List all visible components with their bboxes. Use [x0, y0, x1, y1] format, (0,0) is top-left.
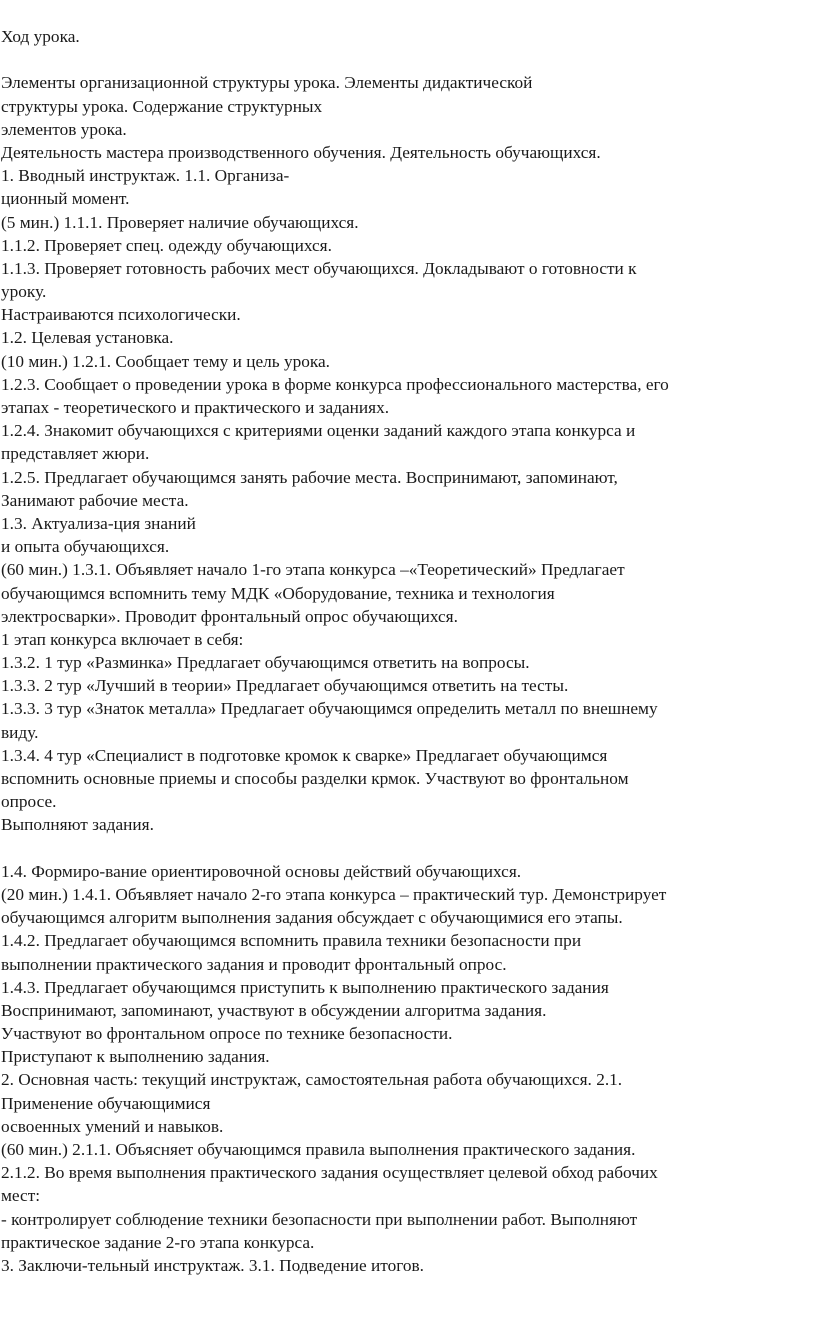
text-line: Участвуют во фронтальном опросе по технике безопасности.: [1, 1024, 453, 1044]
text-line: вспомнить основные приемы и способы разделки крмок. Участвуют во фронтальном: [1, 769, 629, 788]
text-line: (10 мин.) 1.2.1. Сообщает тему и цель урока.: [1, 351, 330, 371]
text-line: 1.3. Актуализа-ция знаний: [1, 513, 196, 533]
text-line: - контролирует соблюдение техники безопасности при выполнении работ. Выполняют: [1, 1209, 638, 1229]
blank-line: [1, 837, 813, 860]
text-line: обучающимся алгоритм выполнения задания обсуждает с обучающимися его этапы.: [1, 908, 623, 928]
text-line: 1.3.2. 1 тур «Разминка» Предлагает обучающимся ответить на вопросы.: [1, 653, 530, 673]
blank-line: [1, 48, 813, 71]
text-line: 1. Вводный инструктаж. 1.1. Организа-: [1, 166, 290, 186]
text-line: 3. Заключи-тельный инструктаж. 3.1. Подведение итогов.: [1, 1255, 424, 1275]
text-line: 1.4.3. Предлагает обучающимся приступить к выполнению практического задания: [1, 977, 609, 997]
text-line: Элементы организационной структуры урока. Элементы дидактической: [1, 73, 533, 93]
document-body: [1, 25, 813, 1277]
text-line: этапах - теоретического и практического и заданиях.: [1, 398, 390, 417]
text-line: обучающимся вспомнить тему МДК «Оборудование, техника и технология: [1, 583, 555, 603]
text-line: 1.4. Формиро-вание ориентировочной основы действий обучающихся.: [1, 861, 522, 881]
page-title: Ход урока.: [1, 27, 80, 46]
text-line: 1.2.3. Сообщает о проведении урока в форме конкурса профессионального мастерства, его: [1, 374, 669, 394]
text-line: ционный момент.: [1, 189, 130, 209]
text-line: Деятельность мастера производственного обучения. Деятельность обучающихся.: [1, 142, 601, 162]
text-line: электросварки». Проводит фронтальный опрос обучающихся.: [1, 606, 458, 626]
text-line: элементов урока.: [1, 119, 127, 139]
text-line: мест:: [1, 1186, 41, 1206]
text-line: (5 мин.) 1.1.1. Проверяет наличие обучающихся.: [1, 212, 359, 232]
text-line: Занимают рабочие места.: [1, 490, 189, 510]
text-line: 1.2.4. Знакомит обучающихся с критериями оценки заданий каждого этапа конкурса и: [1, 421, 636, 441]
text-line: 2.1.2. Во время выполнения практического задания осуществляет целевой обход рабочих: [1, 1163, 658, 1183]
text-line: 1.1.3. Проверяет готовность рабочих мест обучающихся. Докладывают о готовности к: [1, 258, 637, 278]
text-line: Приступают к выполнению задания.: [1, 1047, 270, 1067]
text-line: 1.2. Целевая установка.: [1, 328, 174, 348]
text-line: 1.1.2. Проверяет спец. одежду обучающихся.: [1, 235, 332, 255]
text-line: опросе.: [1, 792, 57, 812]
text-line: (60 мин.) 2.1.1. Объясняет обучающимся правила выполнения практического задания.: [1, 1140, 636, 1159]
text-line: (20 мин.) 1.4.1. Объявляет начало 2-го этапа конкурса – практический тур. Демонстрирует: [1, 884, 667, 904]
text-line: Настраиваются психологически.: [1, 305, 241, 325]
text-line: 1.3.3. 3 тур «Знаток металла» Предлагает обучающимся определить металл по внешнему: [1, 699, 658, 719]
text-line: структуры урока. Содержание структурных: [1, 96, 323, 116]
text-line: 1 этап конкурса включает в себя:: [1, 629, 244, 649]
text-line: 1.3.3. 2 тур «Лучший в теории» Предлагает обучающимся ответить на тесты.: [1, 676, 569, 696]
text-line: выполнении практического задания и проводит фронтальный опрос.: [1, 954, 507, 974]
text-line: 1.3.4. 4 тур «Специалист в подготовке кромок к сварке» Предлагает обучающимся: [1, 745, 608, 765]
text-line: Выполняют задания.: [1, 815, 154, 835]
text-line: и опыта обучающихся.: [1, 537, 170, 557]
text-line: виду.: [1, 722, 39, 742]
text-line: уроку.: [1, 282, 47, 302]
text-line: (60 мин.) 1.3.1. Объявляет начало 1-го этапа конкурса –«Теоретический» Предлагает: [1, 560, 625, 580]
text-line: освоенных умений и навыков.: [1, 1116, 224, 1136]
text-line: 2. Основная часть: текущий инструктаж, самостоятельная работа обучающихся. 2.1.: [1, 1070, 623, 1090]
text-line: 1.4.2. Предлагает обучающимся вспомнить правила техники безопасности при: [1, 931, 582, 951]
text-line: практическое задание 2-го этапа конкурса.: [1, 1232, 315, 1252]
text-line: Применение обучающимися: [1, 1093, 211, 1113]
text-line: 1.2.5. Предлагает обучающимся занять рабочие места. Воспринимают, запоминают,: [1, 467, 618, 487]
text-line: представляет жюри.: [1, 444, 150, 464]
text-line: Воспринимают, запоминают, участвуют в обсуждении алгоритма задания.: [1, 1000, 547, 1020]
